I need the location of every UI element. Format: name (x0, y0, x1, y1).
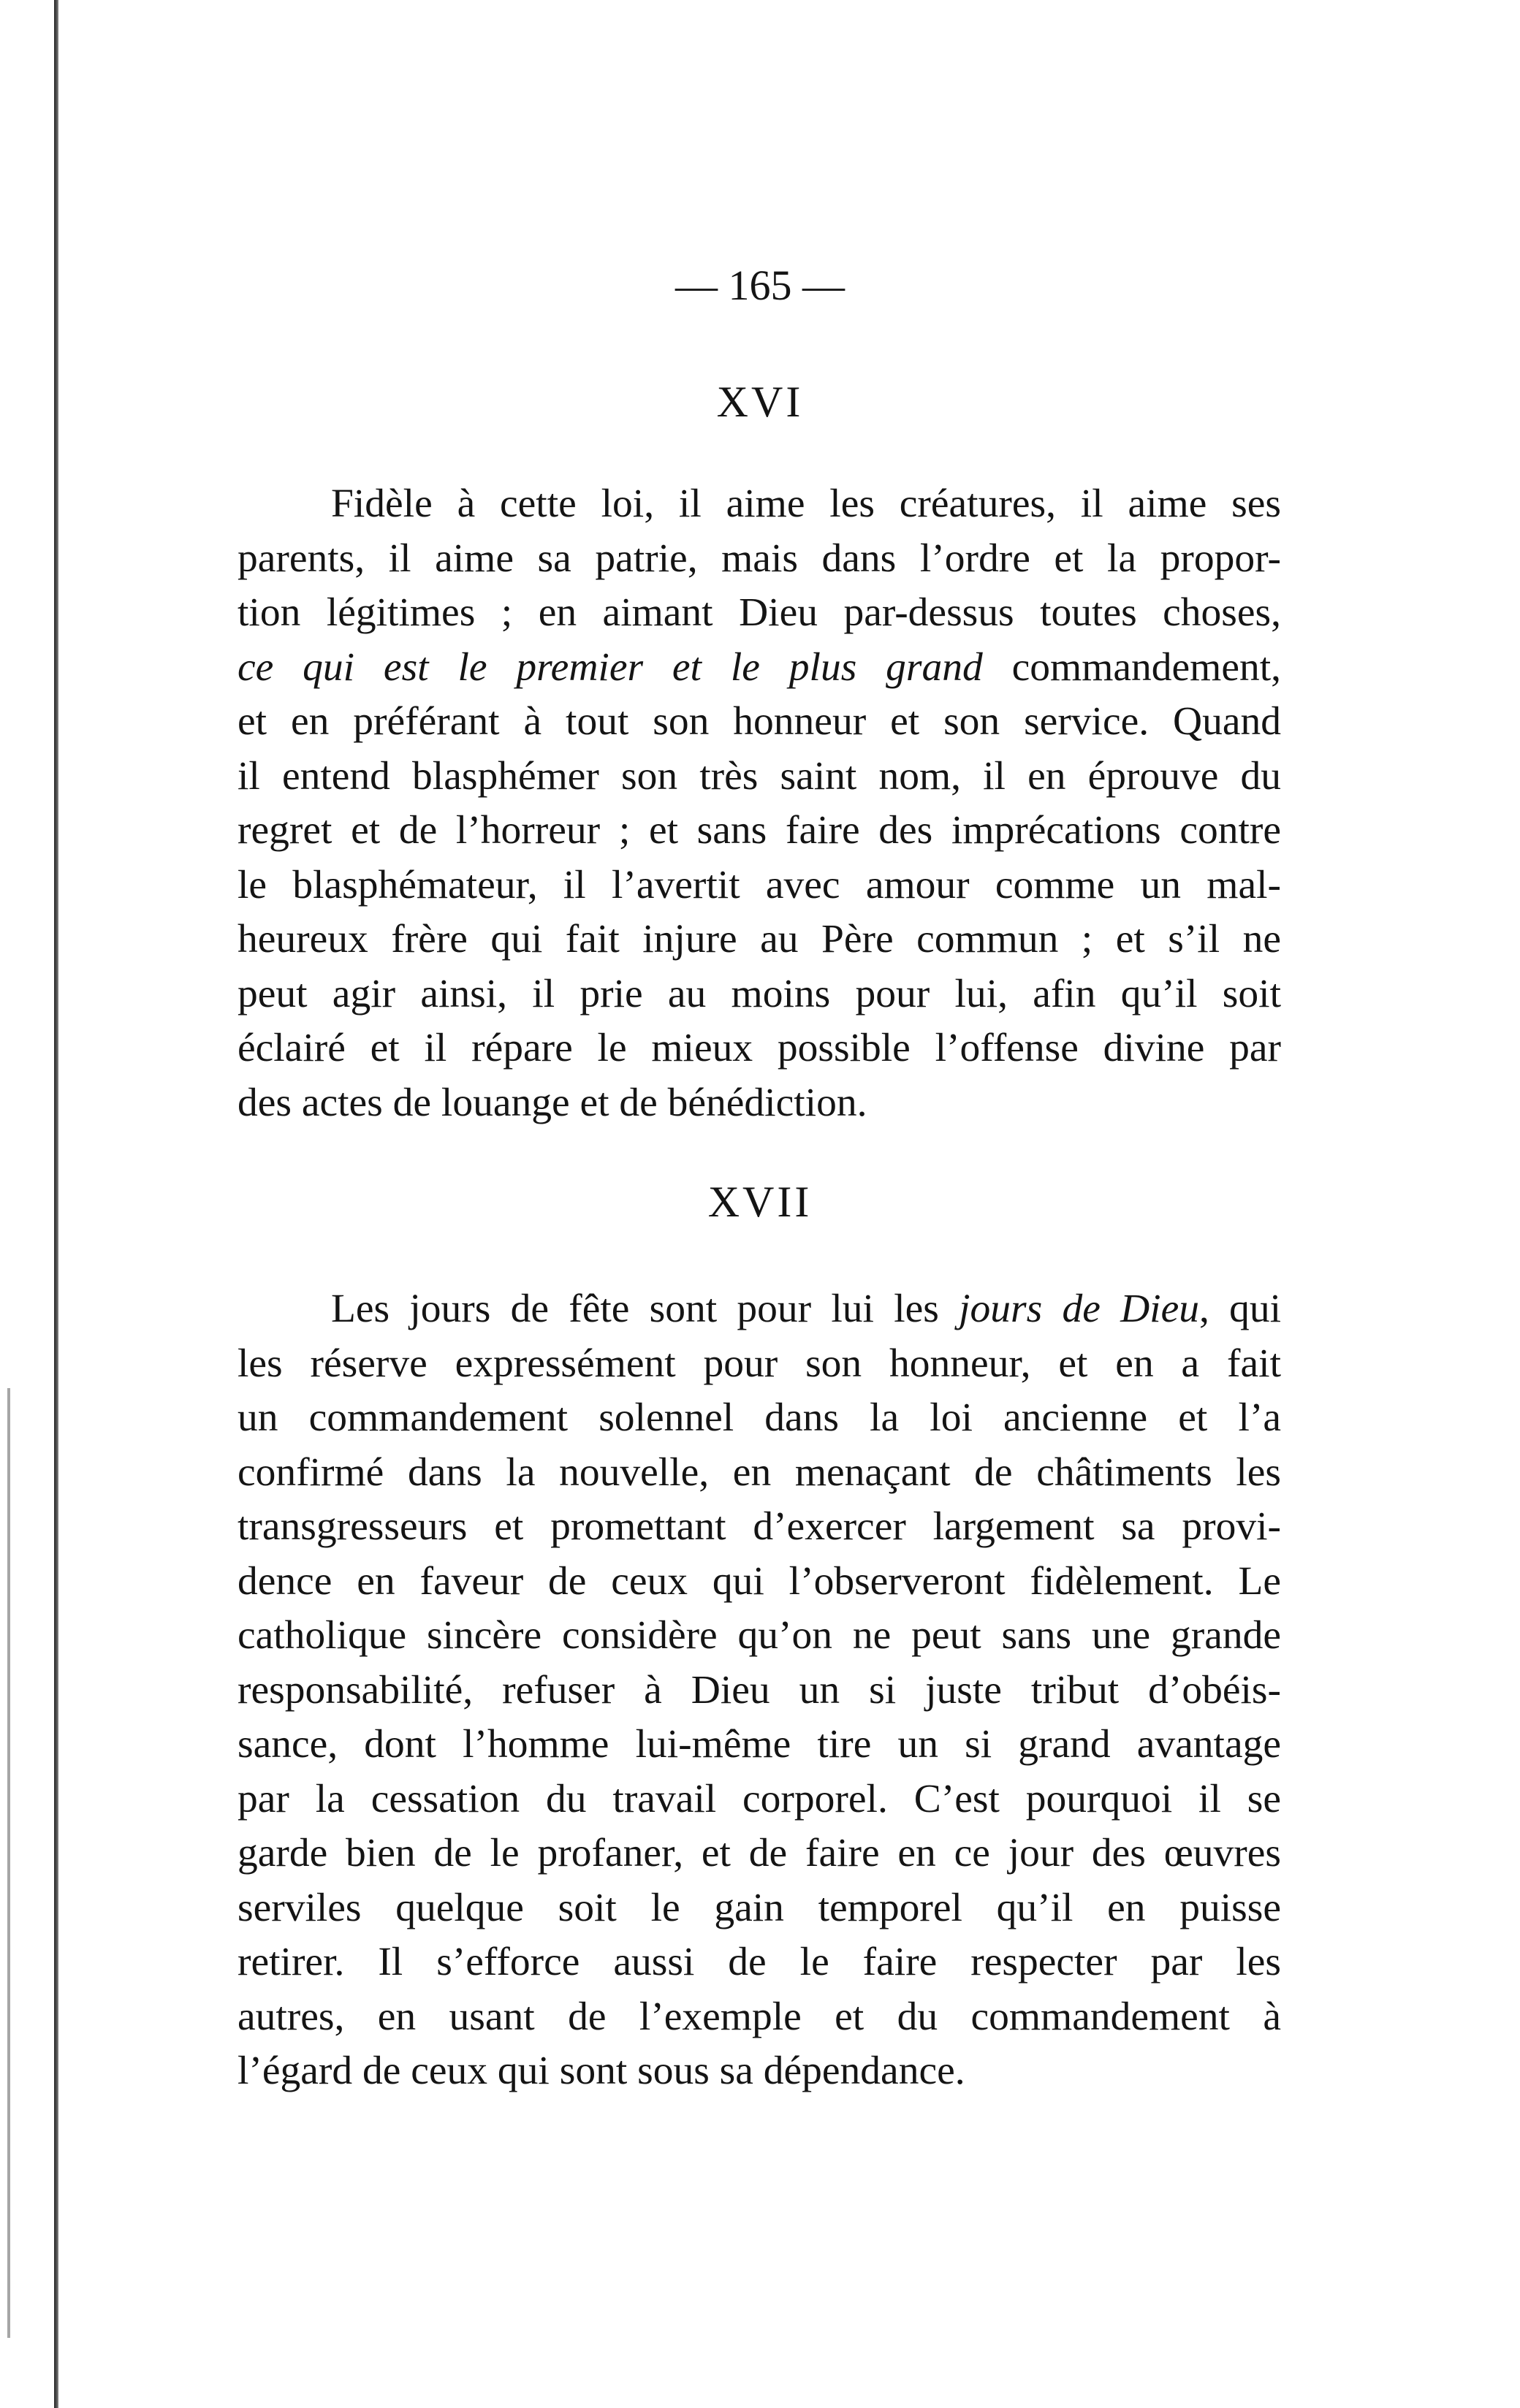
text-line: garde bien de le profaner, et de faire en ce jour des œuvres (238, 1831, 1281, 1875)
text-line: responsabilité, refuser à Dieu un si juste tribut d’obéis- (238, 1667, 1281, 1712)
text-line: il entend blasphémer son très saint nom, il en éprouve du (238, 753, 1281, 799)
text-line: Fidèle à cette loi, il aime les créatures, il aime ses (331, 481, 1281, 526)
text-line: les réserve expressément pour son honneur, et en a fait (238, 1341, 1281, 1386)
text-line (238, 1282, 1281, 1337)
text-fragment: commandement, (982, 644, 1281, 690)
text-line: peut agir ainsi, il prie au moins pour lui, afin qu’il soit (238, 971, 1281, 1016)
text-line: par la cessation du travail corporel. C’est pourquoi il se (238, 1776, 1281, 1821)
paragraph-xvii (238, 1282, 1281, 2099)
text-line: catholique sincère considère qu’on ne peut sans une grande (238, 1613, 1281, 1658)
page-number: — 165 — (675, 262, 845, 309)
text-line: regret et de l’horreur ; et sans faire des imprécations contre (238, 808, 1281, 853)
text-line: tion légitimes ; en aimant Dieu par-dessus toutes choses, (238, 590, 1281, 635)
text-fragment: Les jours de fête sont pour lui les (331, 1287, 960, 1331)
section-heading-xvi: XVI (716, 378, 804, 426)
text-line: le blasphémateur, il l’avertit avec amour comme un mal- (238, 862, 1281, 907)
text-line: sance, dont l’homme lui-même tire un si grand avantage (238, 1722, 1281, 1767)
text-fragment: , qui (1198, 1287, 1282, 1331)
text-line (238, 641, 1281, 696)
paragraph-xvi (238, 477, 1281, 1130)
text-line: serviles quelque soit le gain temporel qu’il en puisse (238, 1885, 1281, 1930)
text-line: et en préférant à tout son honneur et son service. Quand (238, 699, 1281, 744)
page-edge-shadow (7, 1388, 10, 2338)
text-line: heureux frère qui fait injure au Père commun ; et s’il ne (238, 917, 1281, 961)
text-line: des actes de louange et de bénédiction. (238, 1080, 867, 1125)
italic-phrase: jours de Dieu (959, 1287, 1199, 1331)
section-heading-xvii: XVII (707, 1178, 813, 1226)
text-line: autres, en usant de l’exemple et du commandement à (238, 1994, 1281, 2039)
text-line: transgresseurs et promettant d’exercer largement sa provi- (238, 1504, 1281, 1549)
text-line: retirer. Il s’efforce aussi de le faire respecter par les (238, 1940, 1281, 1984)
text-line: confirmé dans la nouvelle, en menaçant de châtiments les (238, 1449, 1281, 1495)
text-line: éclairé et il répare le mieux possible l’offense divine par (238, 1026, 1281, 1070)
text-line: l’égard de ceux qui sont sous sa dépendance. (238, 2049, 965, 2093)
text-line: un commandement solennel dans la loi ancienne et l’a (238, 1395, 1281, 1440)
text-line: parents, il aime sa patrie, mais dans l’ordre et la propor- (238, 536, 1281, 581)
italic-phrase: ce qui est le premier et le plus grand (238, 644, 983, 690)
text-line: dence en faveur de ceux qui l’observeront fidèlement. Le (238, 1558, 1281, 1604)
